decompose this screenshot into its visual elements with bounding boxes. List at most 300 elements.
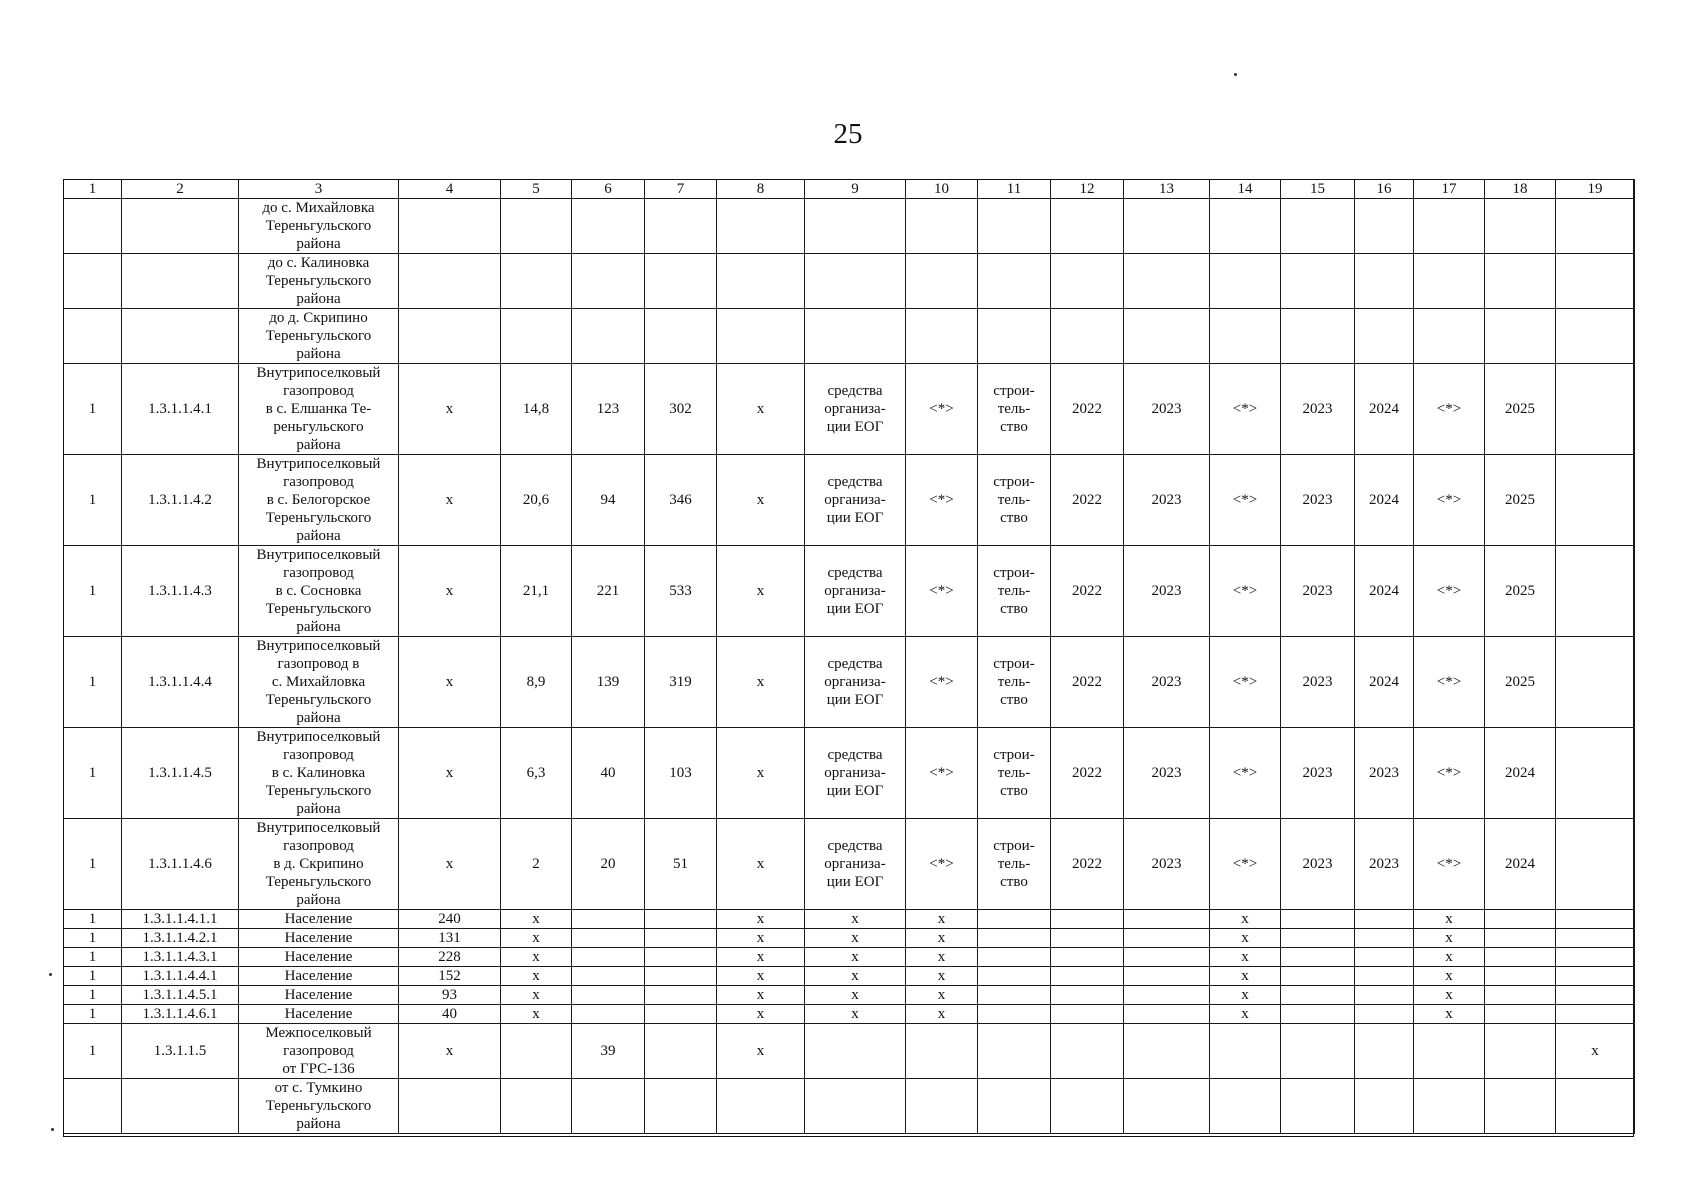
table-row [64,967,1635,986]
table-cell [1281,199,1355,254]
table-row [64,254,1635,309]
table-cell [717,1079,805,1134]
table-cell [1355,254,1414,309]
table-cell [1355,910,1414,929]
table-cell [1210,819,1281,910]
table-cell [1281,364,1355,455]
table-cell [399,546,501,637]
table-cell [1124,948,1210,967]
table-cell [572,455,645,546]
cell-text: Внутрипоселковый газопровод в с. Михайловка Тереньгульского района [256,638,381,726]
table-cell [805,910,906,929]
table-cell [717,1024,805,1079]
table-cell [64,728,122,819]
table-cell [572,254,645,309]
cell-text: 1 [88,583,97,599]
cell-text: 2023 [1302,583,1333,599]
cell-text: <*> [1436,765,1462,781]
cell-text: <*> [929,583,954,599]
table-cell [399,728,501,819]
table-cell [501,728,572,819]
table-cell [805,637,906,728]
table-cell [1414,455,1485,546]
table-cell [399,929,501,948]
table-cell [1556,967,1635,986]
cell-text: x [851,986,859,1003]
cell-text: <*> [1436,401,1462,417]
table-cell [1051,254,1124,309]
cell-text: средства организа- ции ЕОГ [824,565,886,617]
table-cell [1556,819,1635,910]
table-cell [1414,1079,1485,1134]
cell-text: 1 [88,856,97,872]
cell-text: 51 [673,856,688,872]
cell-text: 2024 [1369,401,1399,417]
table-cell [239,546,399,637]
table-row [64,948,1635,967]
table-cell [239,986,399,1005]
table-cell [717,254,805,309]
column-header: 18 [1485,180,1556,199]
table-cell [1210,199,1281,254]
cell-text: средства организа- ции ЕОГ [824,656,886,708]
table-cell [1051,637,1124,728]
cell-text: 2024 [1369,674,1399,690]
table-cell [1485,1005,1556,1024]
table-cell [239,254,399,309]
table-cell [1355,948,1414,967]
table-cell [122,1005,239,1024]
table-cell [805,364,906,455]
cell-text: 2022 [1072,674,1102,690]
table-cell [1485,1079,1556,1134]
table-cell [1485,910,1556,929]
table-cell [1414,948,1485,967]
cell-text: x [445,765,454,781]
cell-text: 152 [438,967,461,984]
table-cell [122,455,239,546]
table-cell [978,1005,1051,1024]
table-cell [1414,819,1485,910]
table-cell [399,1079,501,1134]
cell-text: 1.3.1.1.4.6 [148,856,212,872]
table-cell [572,986,645,1005]
cell-text: <*> [1436,674,1462,690]
table-cell [1210,910,1281,929]
table-cell [399,1024,501,1079]
table-cell [1281,254,1355,309]
table-cell [717,948,805,967]
table-cell [1210,254,1281,309]
table-cell [1281,1024,1355,1079]
table-cell [122,254,239,309]
cell-text: строи- тель- ство [993,383,1035,435]
table-cell [978,455,1051,546]
table-cell [122,728,239,819]
table-cell [978,929,1051,948]
table-cell [1124,967,1210,986]
table-cell [717,546,805,637]
column-header: 9 [805,180,906,199]
table-cell [1210,1079,1281,1134]
table-cell [645,309,717,364]
table-cell [1124,728,1210,819]
table-cell [717,1005,805,1024]
table-cell [122,948,239,967]
table-cell [1124,309,1210,364]
table-cell [1414,986,1485,1005]
table-cell [1051,199,1124,254]
cell-text: 2023 [1369,856,1399,872]
table-cell [399,455,501,546]
table-cell [501,455,572,546]
cell-text: 1 [88,986,97,1003]
table-row [64,637,1635,728]
cell-text: 21,1 [522,583,550,599]
table-row [64,364,1635,455]
table-row [64,455,1635,546]
cell-text: 20,6 [522,492,550,508]
table-row [64,1024,1635,1079]
table-cell [1556,929,1635,948]
cell-text: <*> [929,492,954,508]
cell-text: 2025 [1505,583,1535,599]
cell-text: средства организа- ции ЕОГ [824,474,886,526]
cell-text: 2024 [1369,583,1399,599]
cell-text: 2023 [1151,583,1182,599]
table-cell [805,1005,906,1024]
table-cell [1355,199,1414,254]
cell-text: 1 [88,674,97,690]
table-cell [1281,948,1355,967]
table-cell [239,199,399,254]
table-cell [906,948,978,967]
column-header: 1 [64,180,122,199]
cell-text: 139 [596,674,620,690]
table-cell [1485,948,1556,967]
table-cell [645,1005,717,1024]
table-cell [805,819,906,910]
table-cell [1124,1079,1210,1134]
table-cell [572,819,645,910]
table-cell [805,967,906,986]
cell-text: <*> [929,765,954,781]
cell-text: 1.3.1.1.4.6.1 [142,1005,218,1022]
cell-text: 533 [669,583,692,599]
table-cell [978,819,1051,910]
table-cell [645,819,717,910]
table-cell [1485,199,1556,254]
table-cell [1051,948,1124,967]
table-cell [64,1024,122,1079]
table-cell [1124,1005,1210,1024]
cell-text: средства организа- ции ЕОГ [824,383,886,435]
table-cell [978,637,1051,728]
table-cell [717,364,805,455]
cell-text: средства организа- ции ЕОГ [824,747,886,799]
cell-text: 2022 [1072,492,1102,508]
table-cell [1124,364,1210,455]
table-cell [1051,1005,1124,1024]
table-cell [978,254,1051,309]
table-cell [717,637,805,728]
cell-text: x [756,910,765,927]
table-row [64,819,1635,910]
cell-text: 1.3.1.1.4.4.1 [142,967,218,984]
cell-text: 2023 [1151,401,1182,417]
table-cell [1556,364,1635,455]
cell-text: x [756,401,765,417]
table-cell [1556,910,1635,929]
cell-text: x [445,583,454,599]
table-cell [501,929,572,948]
cell-text: x [756,929,765,946]
cell-text: x [1241,986,1249,1003]
table-cell [645,929,717,948]
table-cell [64,819,122,910]
table-cell [978,728,1051,819]
table-cell [906,637,978,728]
cell-text: 240 [438,910,461,927]
table-cell [906,364,978,455]
table-cell [978,199,1051,254]
table-cell [1051,986,1124,1005]
cell-text: Межпоселковый газопровод от ГРС-136 [265,1025,372,1077]
cell-text: 346 [669,492,692,508]
page-number: 25 [833,118,863,150]
table-cell [1414,637,1485,728]
table-cell [1210,948,1281,967]
table-cell [1124,929,1210,948]
table-body [64,180,1635,1134]
column-header: 10 [906,180,978,199]
table-cell [1124,455,1210,546]
table-cell [906,929,978,948]
table-cell [239,455,399,546]
table-cell [64,637,122,728]
cell-text: x [937,1005,946,1022]
cell-text: строи- тель- ство [993,838,1035,890]
table-cell [122,819,239,910]
cell-text: x [851,910,859,927]
table-cell [805,455,906,546]
cell-text: Население [284,967,353,984]
table-cell [1281,1005,1355,1024]
column-header: 8 [717,180,805,199]
table-cell [64,199,122,254]
table-cell [239,309,399,364]
cell-text: 14,8 [522,401,550,417]
table-cell [501,199,572,254]
table-cell [1556,309,1635,364]
table-cell [978,967,1051,986]
cell-text: 2023 [1302,765,1333,781]
table-cell [64,546,122,637]
table-cell [239,929,399,948]
table-cell [1355,728,1414,819]
table-cell [906,967,978,986]
cell-text: x [937,910,946,927]
table-cell [978,546,1051,637]
table-cell [717,455,805,546]
table-cell [501,364,572,455]
column-header: 12 [1051,180,1124,199]
cell-text: x [1445,929,1453,946]
cell-text: строи- тель- ство [993,474,1035,526]
table-cell [1414,199,1485,254]
table-row [64,546,1635,637]
table-cell [64,1079,122,1134]
table-cell [399,309,501,364]
table-cell [906,1024,978,1079]
table-cell [1281,728,1355,819]
column-header: 16 [1355,180,1414,199]
table-cell [1556,1024,1635,1079]
cell-text: x [532,1005,540,1022]
cell-text: 94 [600,492,616,508]
table-cell [122,546,239,637]
cell-text: 1 [88,948,97,965]
table-cell [645,1079,717,1134]
table-cell [1355,455,1414,546]
table-cell [64,910,122,929]
table-cell [572,637,645,728]
column-header: 11 [978,180,1051,199]
table-cell [1355,1079,1414,1134]
cell-text: 103 [669,765,692,781]
table-cell [1414,1024,1485,1079]
cell-text: Внутрипоселковый газопровод в с. Елшанка Те- реньгульского района [256,365,381,453]
cell-text: x [445,492,454,508]
table-cell [717,728,805,819]
cell-text: 2022 [1072,856,1102,872]
table-cell [1414,1005,1485,1024]
cell-text: Внутрипоселковый газопровод в с. Белогорское Тереньгульского района [256,456,381,544]
cell-text: 221 [596,583,620,599]
cell-text: 2025 [1505,492,1535,508]
table-cell [1556,1079,1635,1134]
cell-text: x [756,986,765,1003]
table-cell [122,309,239,364]
cell-text: 1.3.1.1.4.3 [148,583,212,599]
cell-text: x [445,1043,454,1059]
table-cell [239,910,399,929]
table-cell [572,967,645,986]
table-row [64,1005,1635,1024]
table-cell [572,929,645,948]
cell-text: 123 [596,401,620,417]
table-cell [645,455,717,546]
table-cell [239,1079,399,1134]
table-cell [1281,1079,1355,1134]
table-cell [1124,819,1210,910]
table-cell [1124,910,1210,929]
table-cell [572,546,645,637]
table-cell [1124,1024,1210,1079]
cell-text: 1 [88,1043,97,1059]
cell-text: x [756,967,765,984]
table-cell [978,986,1051,1005]
table-cell [1210,637,1281,728]
table-cell [501,1024,572,1079]
table-cell [1414,967,1485,986]
table-cell [501,819,572,910]
table-cell [399,364,501,455]
table-cell [399,1005,501,1024]
column-header: 19 [1556,180,1635,199]
cell-text: x [445,674,454,690]
table-cell [805,199,906,254]
table-cell [1210,546,1281,637]
cell-text: x [1241,967,1249,984]
cell-text: x [1591,1043,1599,1059]
cell-text: x [756,492,765,508]
cell-text: 1.3.1.1.4.1.1 [142,910,218,927]
table-cell [572,309,645,364]
table-cell [1210,728,1281,819]
cell-text: x [851,967,859,984]
table-cell [1051,819,1124,910]
table-cell [501,309,572,364]
cell-text: 2024 [1369,492,1399,508]
table-cell [1281,309,1355,364]
table-cell [805,1024,906,1079]
table-cell [805,254,906,309]
table-cell [1210,1024,1281,1079]
table-cell [239,637,399,728]
scan-speck [49,973,52,976]
table-cell [1051,309,1124,364]
table-cell [572,199,645,254]
table-cell [1485,364,1556,455]
table-cell [906,1079,978,1134]
cell-text: 1 [88,967,97,984]
column-header: 15 [1281,180,1355,199]
table-cell [239,1005,399,1024]
table-cell [1355,986,1414,1005]
table-cell [805,1079,906,1134]
column-header: 17 [1414,180,1485,199]
table-cell [978,1024,1051,1079]
scan-speck [1234,73,1237,76]
table-cell [1485,929,1556,948]
cell-text: x [1241,929,1249,946]
cell-text: Внутрипоселковый газопровод в с. Калиновка Тереньгульского района [256,729,381,817]
table-cell [1210,309,1281,364]
cell-text: <*> [1232,583,1258,599]
table-cell [1051,455,1124,546]
table-cell [501,1079,572,1134]
table-cell [805,929,906,948]
table-cell [645,967,717,986]
cell-text: средства организа- ции ЕОГ [824,838,886,890]
cell-text: до с. Михайловка Тереньгульского района [262,200,375,252]
table-cell [978,910,1051,929]
table-cell [805,546,906,637]
cell-text: 1.3.1.1.4.4 [148,674,212,690]
table-cell [805,728,906,819]
table-cell [906,455,978,546]
table-cell [978,364,1051,455]
table-cell [572,364,645,455]
table-cell [122,364,239,455]
table-cell [239,967,399,986]
table-cell [1210,967,1281,986]
table-cell [1051,967,1124,986]
cell-text: строи- тель- ство [993,656,1035,708]
table-cell [1355,637,1414,728]
cell-text: <*> [1436,492,1462,508]
